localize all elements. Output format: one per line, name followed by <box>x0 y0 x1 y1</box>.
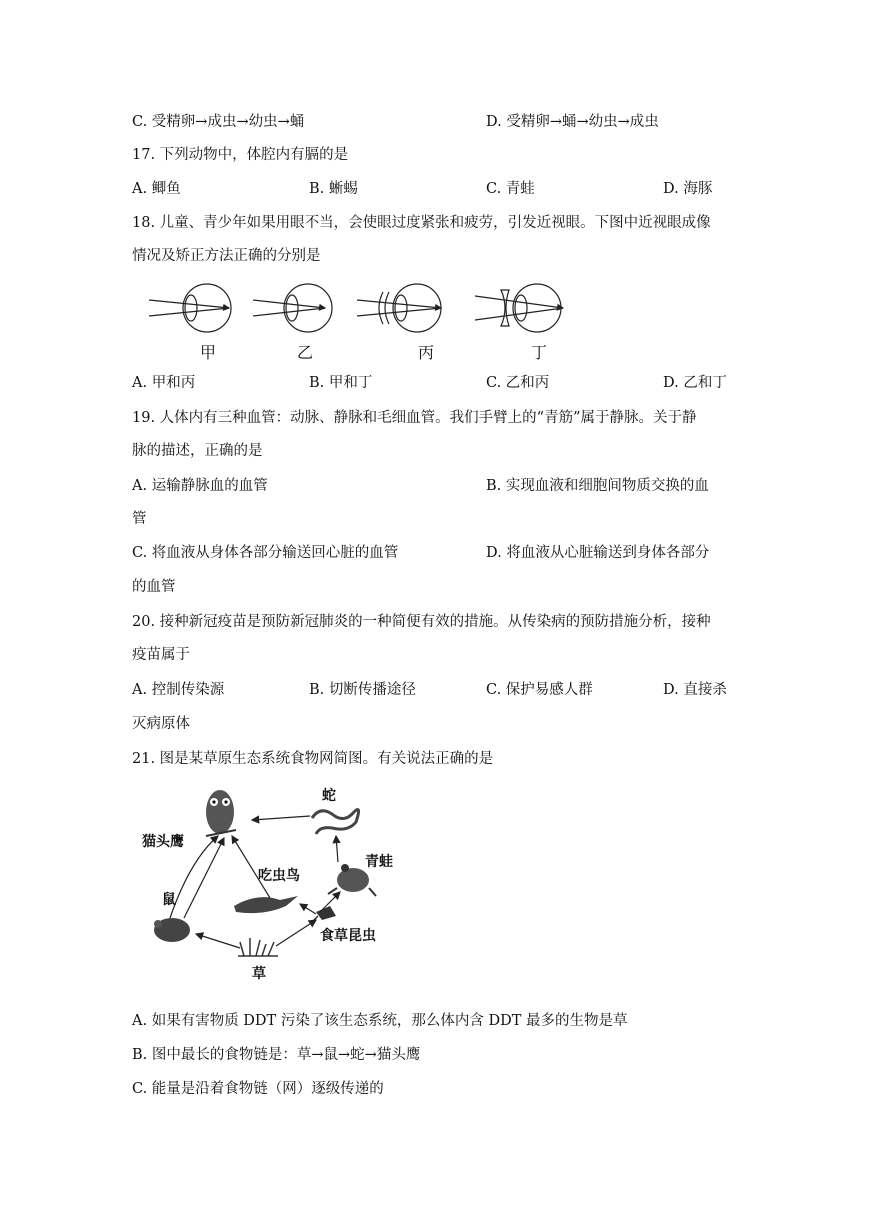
q21-option-b: B. 图中最长的食物链是：草→鼠→蛇→猫头鹰 <box>132 1047 421 1063</box>
q18-option-c: C. 乙和丙 <box>486 375 550 391</box>
owl-icon <box>206 790 236 836</box>
q19-option-d: D. 将血液从心脏输送到身体各部分 <box>486 545 710 561</box>
eye-figure-bing <box>357 284 441 332</box>
q20-option-b: B. 切断传播途径 <box>309 682 416 698</box>
food-web-label-grass: 草 <box>252 966 266 982</box>
food-web-label-mouse: 鼠 <box>162 892 176 908</box>
grass-icon <box>238 938 278 956</box>
q19-option-c: C. 将血液从身体各部分输送回心脏的血管 <box>132 545 399 561</box>
q20-option-d: D. 直接杀 <box>663 682 727 698</box>
food-web-label-frog: 青蛙 <box>365 854 393 870</box>
q17-option-c: C. 青蛙 <box>486 181 535 197</box>
q18-stem-line1: 18. 儿童、青少年如果用眼不当，会使眼过度紧张和疲劳，引发近视眼。下图中近视眼成像 <box>132 215 711 231</box>
q21-option-c: C. 能量是沿着食物链（网）逐级传递的 <box>132 1081 384 1097</box>
q16-option-c: C. 受精卵→成虫→幼虫→蛹 <box>132 114 305 130</box>
q19-option-b-continued: 管 <box>132 511 147 527</box>
q18-option-d: D. 乙和丁 <box>663 375 727 391</box>
food-web-label-owl: 猫头鹰 <box>142 834 184 850</box>
eye-label-bing: 丙 <box>418 343 435 362</box>
q17-option-a: A. 鲫鱼 <box>132 181 181 197</box>
q20-option-a: A. 控制传染源 <box>132 682 225 698</box>
food-web-figure <box>140 780 420 995</box>
eye-figure-yi <box>253 284 332 332</box>
eye-label-yi: 乙 <box>297 343 314 362</box>
q19-option-d-continued: 的血管 <box>132 579 176 595</box>
q20-option-d-continued: 灭病原体 <box>132 716 190 732</box>
q19-option-a: A. 运输静脉血的血管 <box>132 478 268 494</box>
q17-option-b: B. 蜥蜴 <box>309 181 358 197</box>
q17-option-d: D. 海豚 <box>663 181 713 197</box>
eye-figure-jia <box>149 284 231 332</box>
q16-option-d: D. 受精卵→蛹→幼虫→成虫 <box>486 114 659 130</box>
q17-stem: 17. 下列动物中，体腔内有膈的是 <box>132 147 349 163</box>
q19-stem-line1: 19. 人体内有三种血管：动脉、静脉和毛细血管。我们手臂上的“青筋”属于静脉。关于静 <box>132 410 697 426</box>
food-web-arrows <box>170 816 340 948</box>
food-web-label-insect: 食草昆虫 <box>320 928 376 944</box>
q20-option-c: C. 保护易感人群 <box>486 682 593 698</box>
mouse-icon <box>154 918 190 942</box>
food-web-label-snake: 蛇 <box>322 788 336 804</box>
q18-option-a: A. 甲和丙 <box>132 375 196 391</box>
q20-stem-line1: 20. 接种新冠疫苗是预防新冠肺炎的一种简便有效的措施。从传染病的预防措施分析，接种 <box>132 614 711 630</box>
q19-stem-line2: 脉的描述，正确的是 <box>132 443 263 459</box>
q21-stem: 21. 图是某草原生态系统食物网简图。有关说法正确的是 <box>132 751 494 767</box>
food-web-label-bird: 吃虫鸟 <box>258 868 300 884</box>
q19-option-b: B. 实现血液和细胞间物质交换的血 <box>486 478 709 494</box>
q21-option-a: A. 如果有害物质 DDT 污染了该生态系统，那么体内含 DDT 最多的生物是草 <box>132 1013 628 1029</box>
eye-figure-ding <box>475 284 563 332</box>
eye-label-jia: 甲 <box>200 343 217 362</box>
bird-icon <box>234 896 298 913</box>
q20-stem-line2: 疫苗属于 <box>132 647 190 663</box>
snake-icon <box>312 810 359 834</box>
eye-diagram-figure <box>145 280 585 370</box>
q18-stem-line2: 情况及矫正方法正确的分别是 <box>132 248 321 264</box>
q18-option-b: B. 甲和丁 <box>309 375 373 391</box>
eye-label-ding: 丁 <box>531 343 548 362</box>
